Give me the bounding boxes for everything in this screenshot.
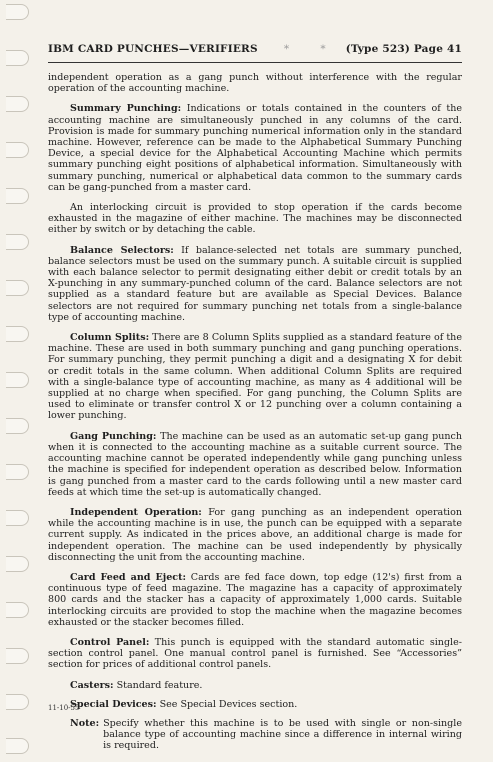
section-label: Card Feed and Eject: [70, 571, 187, 583]
binder-hole [6, 510, 29, 526]
binder-hole [6, 648, 29, 664]
paragraph-control-panel [48, 637, 462, 671]
page-body [48, 72, 462, 760]
paragraph-interlock [48, 202, 462, 236]
section-text: There are 8 Column Splits supplied as a standard feature of the machine. These are used in both summary punching and gang punching operations. For summary punching, they permit punching a digit and a designating X for debit or credit totals in the same column. When additional Column Splits are required with a single-balance type of accounting machine, as many as 4 additional will be supplied at no charge when specified. For gang punching, the Column Splits are used to eliminate or transfer control X or 12 punching over a column containing a lower punching. [48, 332, 462, 422]
section-text: For gang punching as an independent operation while the accounting machine is in use, the punch can be equipped with a separate current supply. As indicated in the prices above, an additional charge is made for independent operation. The machine can be used independently by physically disconnecting the unit from the accounting machine. [48, 506, 463, 563]
header-rule [48, 62, 462, 63]
note-block [48, 718, 462, 752]
section-label: Summary Punching: [70, 103, 182, 115]
binder-hole [6, 372, 29, 388]
special-devices-text: See Special Devices section. [156, 698, 298, 710]
paragraph-card-feed [48, 572, 462, 628]
paragraph-independent-operation [48, 507, 462, 563]
binder-hole [6, 50, 29, 66]
section-text: An interlocking circuit is provided to stop operation if the cards become exhausted in the magazine of either machine. The machines may be disconnected either by switch or by detaching the cable. [48, 202, 462, 236]
intro-paragraph: independent operation as a gang punch without interference with the regular operation of the accounting machine. [48, 72, 462, 95]
note-label: Note: [70, 717, 100, 729]
header-title: IBM CARD PUNCHES—VERIFIERS [48, 43, 258, 55]
note-text: Specify whether this machine is to be used with single or non-single balance type of accounting machine since a difference in internal wiring is required. [103, 717, 462, 752]
binder-hole [6, 464, 29, 480]
binder-hole [6, 142, 29, 158]
section-label: Balance Selectors: [70, 244, 174, 256]
binder-hole [6, 556, 29, 572]
paragraph-column-splits [48, 332, 462, 422]
binder-hole [6, 188, 29, 204]
section-label: Column Splits: [70, 332, 150, 344]
section-label: Control Panel: [70, 636, 150, 648]
casters-text: Standard feature. [113, 679, 203, 691]
special-devices-line [48, 699, 462, 710]
binder-hole [6, 418, 29, 434]
page-header [48, 38, 462, 60]
section-text: If balance-selected net totals are summary punched, balance selectors must be used on the summary punch. A suitable circuit is supplied with each balance selector to permit designating either debit or credit totals by an X-punching in any summary-punched column of the card. Balance selectors are not supplied as a standard feature but are available as Special Devices. Balance selectors are not required for summary punching net totals from a single-balance type of accounting machine. [48, 244, 462, 323]
casters-line [48, 680, 462, 691]
binder-hole [6, 694, 29, 710]
binder-holes [0, 0, 40, 762]
paragraph-balance-selectors [48, 245, 462, 323]
section-text: This punch is equipped with the standard automatic single-section control panel. One manual control panel is furnished. See “Accessories” section for prices of additional control panels. [48, 636, 462, 671]
paragraph-gang-punching [48, 431, 462, 498]
special-devices-label: Special Devices: [70, 698, 157, 710]
header-page-number: (Type 523) Page 41 [345, 43, 462, 55]
section-label: Independent Operation: [70, 506, 202, 518]
binder-hole [6, 234, 29, 250]
binder-hole [6, 280, 29, 296]
casters-label: Casters: [70, 679, 114, 691]
binder-hole [6, 96, 29, 112]
section-text: Indications or totals contained in the counters of the accounting machine are simultaneously punched in any columns of the card. Provision is made for summary punching numerical information only in the standard machine. However, reference can be made to the Alphabetical Summary Punching Device, a special device for the Alphabetical Accounting Machine which permits summary punching eight positions of alphabetical information. Simultaneously with summary punching, numerical or alphabetical data common to the summary cards can be gang-punched from a master card. [48, 103, 462, 193]
paragraph-summary-punching [48, 103, 462, 193]
binder-hole [6, 326, 29, 342]
section-text: The machine can be used as an automatic set-up gang punch when it is connected to the accounting machine as a suitable current source. The accounting machine cannot be operated independently while gang punching unless the machine is specified for independent operation as described below. Information is gang punched from a master card to the cards following until a new master card feeds at which time the set-up is automatically changed. [48, 430, 462, 498]
binder-hole [6, 602, 29, 618]
binder-hole [6, 738, 29, 754]
binder-hole [6, 4, 29, 20]
section-text: Cards are fed face down, top edge (12's) first from a continuous type of feed magazine. The magazine has a capacity of approximately 800 cards and the stacker has a capacity of approximately 1,000 cards. Suitable interlocking circuits are provided to stop the machine when the magazine becomes exhausted or the stacker becomes filled. [48, 571, 462, 628]
section-label: Gang Punching: [70, 430, 157, 442]
header-stars: * * [283, 43, 340, 55]
footer-date: 11-10-55 [48, 704, 80, 712]
